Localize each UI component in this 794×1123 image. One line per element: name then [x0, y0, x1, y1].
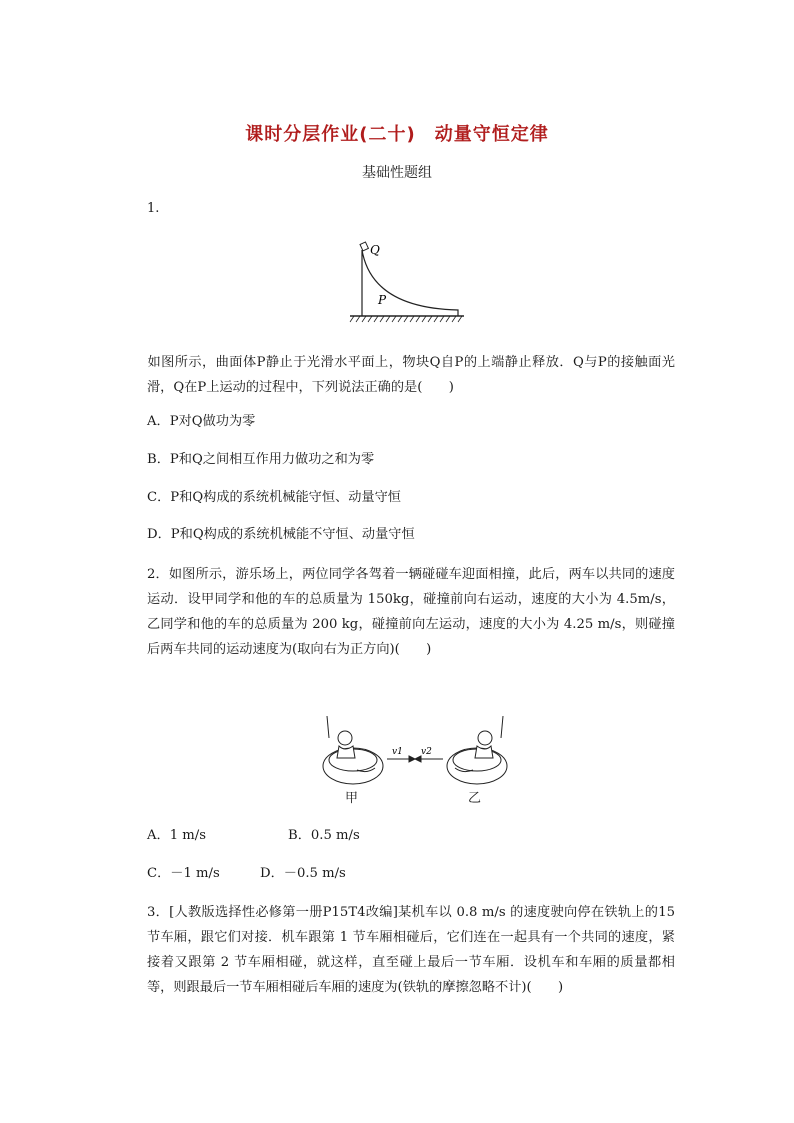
bumper-car-right: [447, 716, 507, 784]
page-title: 课时分层作业(二十) 动量守恒定律: [245, 124, 549, 145]
question-1-number: 1.: [147, 201, 160, 216]
label-v1: v1: [392, 747, 403, 757]
label-q: Q: [370, 243, 380, 257]
q1-option-a[interactable]: A．P对Q做功为零: [147, 414, 256, 429]
label-p: P: [378, 293, 387, 307]
block-q: [360, 242, 368, 251]
question-3-stem: 3．[人教版选择性必修第一册P15T4改编]某机车以 0.8 m/s 的速度驶向停在铁轨上的15节车厢，跟它们对接．机车跟第 1 节车厢相碰后，它们连在一起具有一个共同的速度，紧接着又跟第 2 节车厢相碰，就这样，直至碰上最后一节车厢．设机车和车厢的质量都相等，则跟最后一节车厢相碰后车厢的速度为(铁轨的摩擦忽略不计)( ): [147, 905, 675, 995]
q2-option-c[interactable]: C．－1 m/s: [147, 866, 220, 881]
curved-body-p: [362, 250, 458, 316]
q2-option-b[interactable]: B．0.5 m/s: [288, 828, 360, 843]
label-yi: 乙: [468, 791, 482, 806]
label-jia: 甲: [345, 791, 359, 806]
question-2-stem: 2．如图所示，游乐场上，两位同学各驾着一辆碰碰车迎面相撞，此后，两车以共同的速度运动．设甲同学和他的车的总质量为 150kg，碰撞前向右运动，速度的大小为 4.5m/s，乙同学和他的车的总质量为 200 kg，碰撞前向左运动，速度的大小为 4.25 m/s，则碰撞后两车共同的运动速度为(取向右为正方向)( ): [147, 567, 675, 657]
q1-option-c[interactable]: C．P和Q构成的系统机械能守恒、动量守恒: [147, 490, 401, 505]
question-1-stem: 如图所示，曲面体P静止于光滑水平面上，物块Q自P的上端静止释放．Q与P的接触面光滑，Q在P上运动的过程中，下列说法正确的是( ): [147, 355, 675, 395]
q2-option-d[interactable]: D．－0.5 m/s: [260, 866, 346, 881]
q2-option-a[interactable]: A．1 m/s: [147, 828, 207, 843]
q1-option-d[interactable]: D．P和Q构成的系统机械能不守恒、动量守恒: [147, 527, 415, 542]
section-heading: 基础性题组: [362, 165, 432, 181]
q1-option-b[interactable]: B．P和Q之间相互作用力做功之和为零: [147, 452, 375, 467]
q1-figure: [348, 238, 466, 324]
bumper-car-left: [323, 716, 383, 784]
label-v2: v2: [421, 747, 432, 757]
